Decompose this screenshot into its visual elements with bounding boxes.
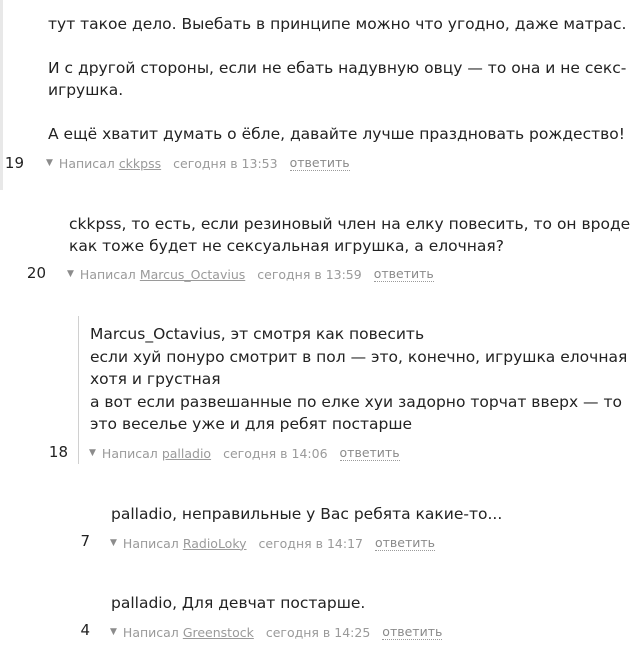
comment-text-line: тут такое дело. Выебать в принципе можно что угодно, даже матрас.: [48, 15, 627, 33]
written-by-label: Написал: [122, 624, 179, 640]
author-link[interactable]: Greenstock: [182, 624, 254, 640]
author-link[interactable]: ckkpss: [118, 155, 162, 171]
comment-time: сегодня в 14:25: [265, 624, 371, 640]
collapse-arrow-icon[interactable]: ▼: [110, 627, 117, 637]
comment-meta: [110, 535, 435, 551]
comment-time: сегодня в 14:17: [258, 535, 363, 551]
reply-link[interactable]: ответить: [382, 624, 443, 639]
comment-text-line: ckkpss, то есть, если резиновый член на елку повесить, то он вроде: [69, 215, 631, 233]
comment-time: сегодня в 14:06: [223, 445, 328, 461]
author-link[interactable]: Marcus_Octavius: [139, 266, 246, 282]
reply-link[interactable]: ответить: [289, 155, 350, 170]
comment-meta: [89, 445, 400, 461]
reply-link[interactable]: ответить: [374, 535, 436, 550]
comment-text-line: а вот если развешанные по елке хуи задорно торчат вверх — то: [90, 393, 622, 411]
comment-rating: 4: [80, 621, 90, 639]
comment-text-line: И с другой стороны, если не ебать надувную овцу — то она и не секс-: [48, 59, 627, 77]
collapse-arrow-icon[interactable]: ▼: [110, 538, 117, 548]
comment-rating: 20: [26, 264, 46, 282]
collapse-arrow-icon[interactable]: ▼: [67, 269, 74, 279]
comment-time: сегодня в 13:59: [257, 266, 362, 282]
comment-text-line: palladio, Для девчат постарше.: [111, 594, 366, 612]
comment-text-line: как тоже будет не сексуальная игрушка, а елочная?: [69, 237, 504, 255]
comment-text-line: А ещё хватит думать о ёбле, давайте лучше праздновать рождество!: [48, 125, 625, 143]
written-by-label: Написал: [58, 155, 115, 171]
written-by-label: Написал: [122, 535, 179, 551]
comment-rating: 19: [4, 154, 24, 172]
reply-link[interactable]: ответить: [339, 445, 400, 460]
comment-meta: [67, 266, 434, 282]
written-by-label: Написал: [79, 266, 136, 282]
collapse-arrow-icon[interactable]: ▼: [46, 158, 53, 168]
comment-text-line: palladio, неправильные у Вас ребята какие-то...: [111, 505, 503, 523]
collapse-arrow-icon[interactable]: ▼: [89, 448, 96, 458]
thread-line: [78, 316, 79, 464]
comment-text-line: игрушка.: [48, 81, 124, 99]
comment-rating: 7: [80, 532, 90, 550]
comment-rating: 18: [48, 443, 68, 461]
comment-text-line: это веселье уже и для ребят постарше: [90, 415, 413, 433]
written-by-label: Написал: [101, 445, 158, 461]
comment-meta: [110, 624, 442, 640]
comment-text-line: Marcus_Octavius, эт смотря как повесить: [90, 325, 425, 343]
comment-text-line: если хуй понуро смотрит в пол — это, конечно, игрушка елочная: [90, 348, 628, 366]
author-link[interactable]: RadioLoky: [182, 535, 247, 551]
comment-text-line: хотя и грустная: [90, 370, 221, 388]
comment-meta: [46, 155, 350, 171]
comment-time: сегодня в 13:53: [173, 155, 278, 171]
author-link[interactable]: palladio: [161, 445, 212, 461]
reply-link[interactable]: ответить: [373, 266, 434, 281]
